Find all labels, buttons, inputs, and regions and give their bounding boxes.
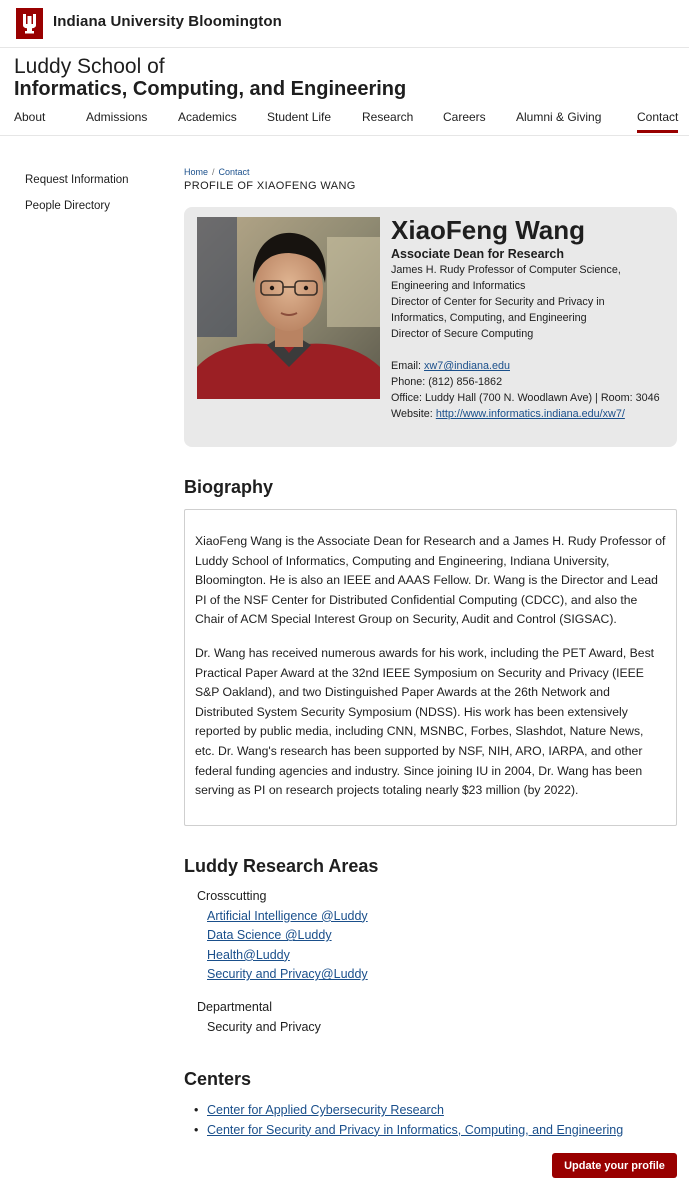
portrait-illustration	[197, 217, 380, 399]
profile-phone-row	[391, 374, 661, 390]
centers-heading: Centers	[184, 1069, 252, 1089]
phone-value: (812) 856-1862	[428, 376, 503, 388]
center-link-security-privacy[interactable]: Center for Security and Privacy in Informatics, Computing, and Engineering	[207, 1122, 624, 1137]
center-item	[193, 1121, 623, 1141]
breadcrumb-separator: /	[212, 167, 215, 177]
departmental-item: Security and Privacy	[207, 1019, 321, 1034]
office-label: Office:	[391, 392, 423, 404]
iu-trident-icon[interactable]	[16, 8, 43, 39]
research-area-link-health[interactable]: Health@Luddy	[207, 947, 290, 962]
page-title: PROFILE OF XIAOFENG WANG	[184, 180, 356, 192]
office-value: Luddy Hall (700 N. Woodlawn Ave) | Room: 3046	[425, 392, 660, 404]
research-area-link-ai[interactable]: Artificial Intelligence @Luddy	[207, 908, 368, 923]
biography-box	[184, 509, 677, 826]
nav-item-research[interactable]: Research	[362, 110, 414, 124]
trident-shape	[20, 12, 39, 35]
profile-title-3: Director of Secure Computing	[391, 328, 534, 340]
school-title-line2: Informatics, Computing, and Engineering	[14, 78, 407, 100]
profile-title-1: James H. Rudy Professor of Computer Science, Engineering and Informatics	[391, 264, 621, 292]
website-link[interactable]: http://www.informatics.indiana.edu/xw7/	[435, 408, 625, 420]
center-link-applied-cybersecurity[interactable]: Center for Applied Cybersecurity Research	[207, 1103, 444, 1117]
main-nav	[0, 108, 689, 136]
profile-card	[184, 207, 677, 447]
email-label: Email:	[391, 360, 421, 372]
nav-item-admissions[interactable]: Admissions	[86, 110, 148, 124]
update-profile-button[interactable]: Update your profile	[552, 1153, 677, 1178]
research-areas-heading: Luddy Research Areas	[184, 856, 379, 876]
nav-item-contact[interactable]: Contact	[637, 110, 678, 133]
website-label: Website:	[391, 408, 433, 420]
profile-photo	[197, 217, 380, 399]
nav-item-student-life[interactable]: Student Life	[267, 110, 332, 124]
breadcrumb	[184, 167, 250, 177]
research-area-link-data-science[interactable]: Data Science @Luddy	[207, 928, 332, 943]
profile-role: Associate Dean for Research	[391, 247, 564, 261]
research-areas-list	[197, 887, 368, 1037]
profile-office-row	[391, 390, 661, 406]
email-link[interactable]: xw7@indiana.edu	[424, 360, 510, 372]
profile-name: XiaoFeng Wang	[391, 215, 586, 245]
breadcrumb-home[interactable]: Home	[184, 167, 209, 177]
nav-item-careers[interactable]: Careers	[443, 110, 486, 124]
departmental-label: Departmental	[197, 999, 273, 1014]
phone-label: Phone:	[391, 376, 426, 388]
center-item	[193, 1101, 623, 1121]
sidebar-item-request-information[interactable]: Request Information	[25, 174, 129, 186]
university-name[interactable]: Indiana University Bloomington	[53, 13, 282, 30]
sidebar	[25, 174, 129, 226]
biography-paragraph-1: XiaoFeng Wang is the Associate Dean for Research and a James H. Rudy Professor of Luddy School of Informatics, Computing and Engineering, Indiana University, Bloomington. He is also an IEEE and AAAS Fellow. Dr. Wang is the Director and Lead PI of the NSF Center for Distributed Confidential Computing (CDCC), and also the Chair of ACM Special Interest Group on Security, Audit and Control (SIGSAC).	[195, 534, 666, 627]
nav-item-alumni-giving[interactable]: Alumni & Giving	[516, 110, 602, 124]
sidebar-item-people-directory[interactable]: People Directory	[25, 200, 111, 212]
profile-email-row	[391, 358, 661, 374]
profile-title-2: Director of Center for Security and Privacy in Informatics, Computing, and Engineering	[391, 296, 605, 324]
profile-info	[391, 215, 661, 422]
breadcrumb-contact[interactable]: Contact	[218, 167, 250, 177]
biography-heading: Biography	[184, 477, 274, 497]
nav-item-about[interactable]: About	[14, 110, 46, 124]
centers-list	[193, 1101, 623, 1140]
brand-bar	[0, 0, 689, 48]
biography-paragraph-2: Dr. Wang has received numerous awards for his work, including the PET Award, Best Practical Paper Award at the 32nd IEEE Symposium on Security and Privacy (IEEE S&P Oakland), and two Distinguished Paper Awards at the 26th Network and Distributed System Security Symposium (NDSS). His work has been extensively reported by public media, including CNN, MSNBC, Forbes, Slashdot, Nature News, etc. Dr. Wang's research has been supported by NSF, NIH, ARO, IARPA, and other federal funding agencies and industry. Since joining IU in 2004, Dr. Wang has been serving as PI on research projects totaling nearly $23 million (by 2022).	[195, 645, 655, 798]
school-title[interactable]	[14, 56, 406, 100]
profile-website-row	[391, 406, 661, 422]
school-title-line1: Luddy School of	[14, 55, 165, 78]
research-area-link-security-privacy[interactable]: Security and Privacy@Luddy	[207, 967, 368, 982]
nav-item-academics[interactable]: Academics	[178, 110, 237, 124]
crosscutting-label: Crosscutting	[197, 889, 267, 903]
